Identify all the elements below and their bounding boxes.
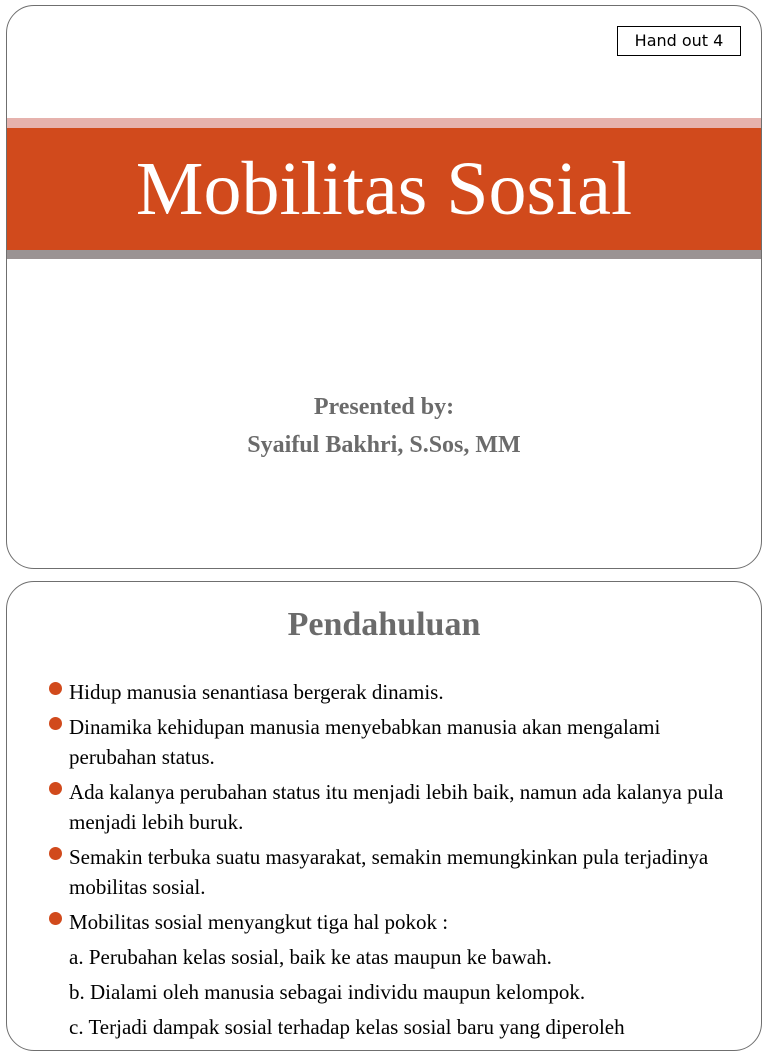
title-stripe-bottom [7,250,761,259]
bullet-text: Ada kalanya perubahan status itu menjadi lebih baik, namun ada kalanya pula menjadi lebih buruk. [69,780,724,834]
bullet-dot-icon [49,782,62,795]
presented-by-label: Presented by: [313,394,455,420]
title-band [7,128,761,250]
title-stripe-top [7,118,761,128]
list-item [47,677,747,707]
handout-label: Hand out 4 [617,26,741,56]
slide-pendahuluan [6,581,762,1051]
slide-title-text: Mobilitas Sosial [135,147,633,231]
bullet-dot-icon [49,717,62,730]
list-item [47,907,747,937]
slide-title [6,5,762,569]
sub-list-item: c. Terjadi dampak sosial terhadap kelas sosial baru yang diperoleh [69,1015,625,1039]
bullet-dot-icon [49,912,62,925]
presenter-name: Syaiful Bakhri, S.Sos, MM [247,432,521,458]
bullet-dot-icon [49,682,62,695]
list-item [47,777,747,837]
section-title: Pendahuluan [287,606,481,643]
list-item [47,842,747,902]
bullet-text: Mobilitas sosial menyangkut tiga hal pokok : [69,910,449,934]
presenter-block [7,388,761,464]
sub-list-item: a. Perubahan kelas sosial, baik ke atas maupun ke bawah. [69,945,552,969]
sub-list-item: b. Dialami oleh manusia sebagai individu maupun kelompok. [69,980,586,1004]
list-item [47,712,747,772]
bullet-dot-icon [49,847,62,860]
bullet-text: Semakin terbuka suatu masyarakat, semakin memungkinkan pula terjadinya mobilitas sosial. [69,845,709,899]
bullet-list [47,677,747,1047]
bullet-text: Hidup manusia senantiasa bergerak dinamis. [69,680,444,704]
bullet-text: Dinamika kehidupan manusia menyebabkan manusia akan mengalami perubahan status. [69,715,661,769]
